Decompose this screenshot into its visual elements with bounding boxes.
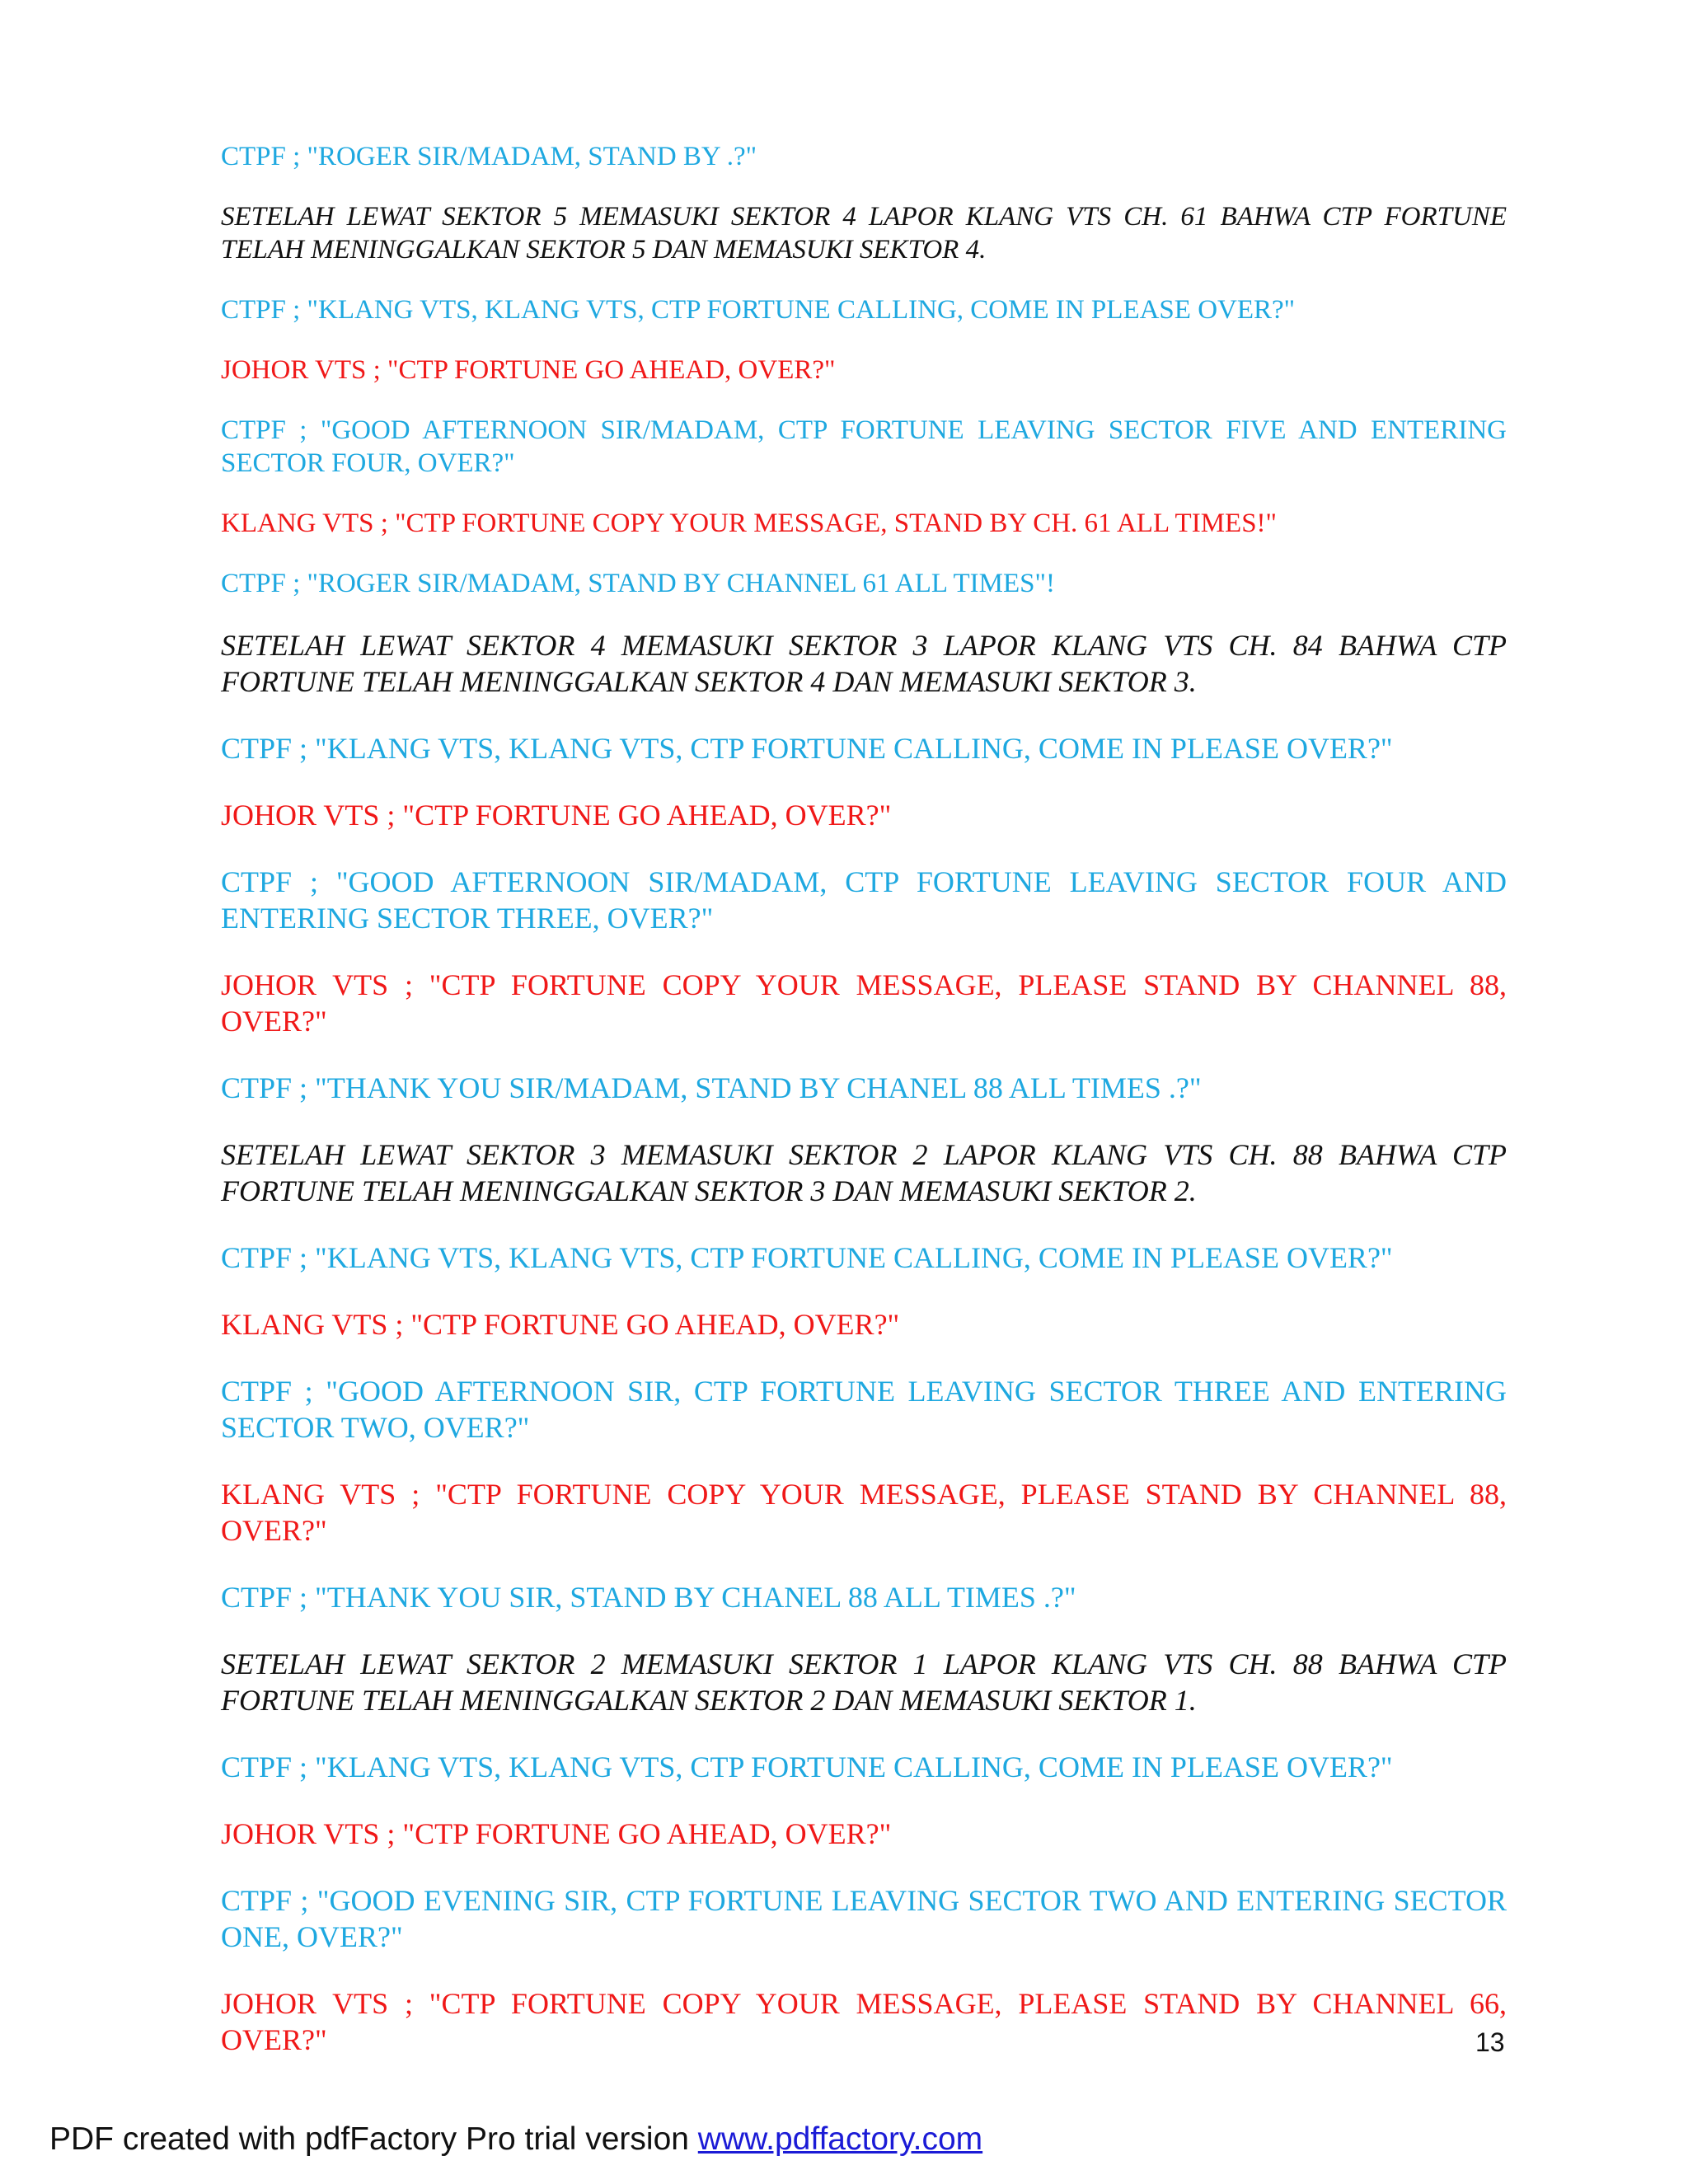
ctpf-message: CTPF ; "KLANG VTS, KLANG VTS, CTP FORTUNE CALLING, COME IN PLEASE OVER?": [221, 1750, 1393, 1783]
transcript-body: [221, 140, 1507, 2088]
narration-paragraph: SETELAH LEWAT SEKTOR 5 MEMASUKI SEKTOR 4 LAPOR KLANG VTS CH. 61 BAHWA CTP FORTUNE TELAH MENINGGALKAN SEKTOR 5 DAN MEMASUKI SEKTOR 4.: [221, 202, 1507, 265]
ctpf-message: CTPF ; "GOOD AFTERNOON SIR, CTP FORTUNE LEAVING SECTOR THREE AND ENTERING SECTOR TWO, OVER?": [221, 1375, 1507, 1444]
footer-link[interactable]: www.pdffactory.com: [697, 2121, 983, 2157]
vts-message: JOHOR VTS ; "CTP FORTUNE GO AHEAD, OVER?": [221, 1817, 892, 1850]
footer-text: PDF created with pdfFactory Pro trial version: [49, 2121, 698, 2157]
ctpf-message: CTPF ; "GOOD AFTERNOON SIR/MADAM, CTP FORTUNE LEAVING SECTOR FOUR AND ENTERING SECTOR THREE, OVER?": [221, 865, 1507, 935]
ctpf-message: CTPF ; "THANK YOU SIR/MADAM, STAND BY CHANEL 88 ALL TIMES .?": [221, 1071, 1202, 1104]
vts-message: KLANG VTS ; "CTP FORTUNE COPY YOUR MESSAGE, PLEASE STAND BY CHANNEL 88, OVER?": [221, 1478, 1507, 1547]
ctpf-message: CTPF ; "GOOD EVENING SIR, CTP FORTUNE LEAVING SECTOR TWO AND ENTERING SECTOR ONE, OVER?": [221, 1884, 1507, 1953]
ctpf-message: CTPF ; "KLANG VTS, KLANG VTS, CTP FORTUNE CALLING, COME IN PLEASE OVER?": [221, 1241, 1393, 1274]
ctpf-message: CTPF ; "ROGER SIR/MADAM, STAND BY CHANNEL 61 ALL TIMES"!: [221, 569, 1055, 598]
vts-message: KLANG VTS ; "CTP FORTUNE GO AHEAD, OVER?": [221, 1308, 900, 1341]
ctpf-message: CTPF ; "KLANG VTS, KLANG VTS, CTP FORTUNE CALLING, COME IN PLEASE OVER?": [221, 732, 1393, 765]
vts-message: JOHOR VTS ; "CTP FORTUNE COPY YOUR MESSAGE, PLEASE STAND BY CHANNEL 88, OVER?": [221, 968, 1507, 1038]
ctpf-message: CTPF ; "THANK YOU SIR, STAND BY CHANEL 88 ALL TIMES .?": [221, 1581, 1076, 1614]
narration-paragraph: SETELAH LEWAT SEKTOR 2 MEMASUKI SEKTOR 1 LAPOR KLANG VTS CH. 88 BAHWA CTP FORTUNE TELAH MENINGGALKAN SEKTOR 2 DAN MEMASUKI SEKTOR 1.: [221, 1647, 1507, 1717]
ctpf-message: CTPF ; "GOOD AFTERNOON SIR/MADAM, CTP FORTUNE LEAVING SECTOR FIVE AND ENTERING SECTOR FOUR, OVER?": [221, 415, 1507, 478]
narration-paragraph: SETELAH LEWAT SEKTOR 3 MEMASUKI SEKTOR 2 LAPOR KLANG VTS CH. 88 BAHWA CTP FORTUNE TELAH MENINGGALKAN SEKTOR 3 DAN MEMASUKI SEKTOR 2.: [221, 1138, 1507, 1207]
narration-paragraph: SETELAH LEWAT SEKTOR 4 MEMASUKI SEKTOR 3 LAPOR KLANG VTS CH. 84 BAHWA CTP FORTUNE TELAH MENINGGALKAN SEKTOR 4 DAN MEMASUKI SEKTOR 3.: [221, 629, 1507, 698]
page-number: 13: [1475, 2027, 1505, 2057]
vts-message: JOHOR VTS ; "CTP FORTUNE GO AHEAD, OVER?": [221, 799, 892, 832]
ctpf-message: CTPF ; "ROGER SIR/MADAM, STAND BY .?": [221, 142, 757, 171]
vts-message: KLANG VTS ; "CTP FORTUNE COPY YOUR MESSAGE, STAND BY CH. 61 ALL TIMES!": [221, 509, 1278, 538]
vts-message: JOHOR VTS ; "CTP FORTUNE COPY YOUR MESSAGE, PLEASE STAND BY CHANNEL 66, OVER?": [221, 1987, 1507, 2056]
ctpf-message: CTPF ; "KLANG VTS, KLANG VTS, CTP FORTUNE CALLING, COME IN PLEASE OVER?": [221, 295, 1296, 325]
pdf-footer: [49, 2121, 982, 2158]
vts-message: JOHOR VTS ; "CTP FORTUNE GO AHEAD, OVER?": [221, 355, 836, 385]
